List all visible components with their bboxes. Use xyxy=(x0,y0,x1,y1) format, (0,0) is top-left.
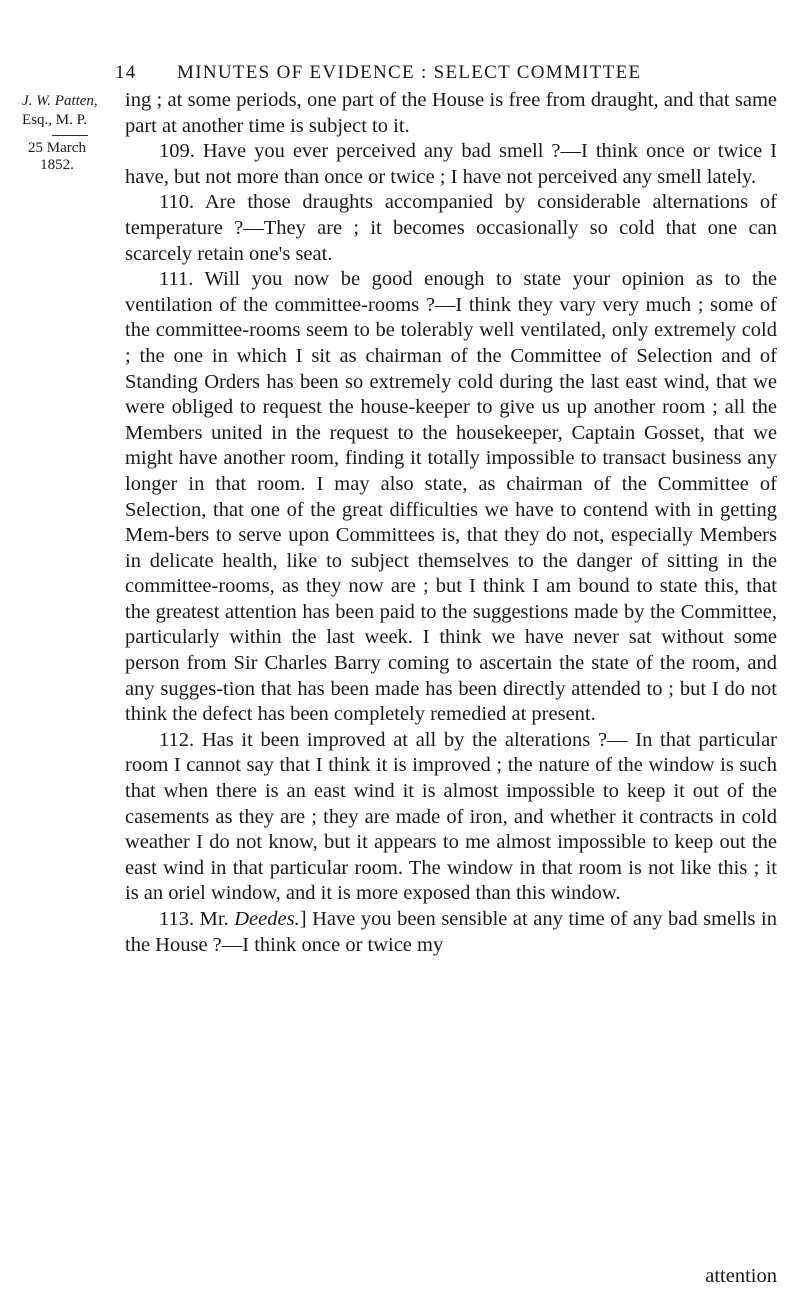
paragraph-text: ing ; at some periods, one part of the House is free from draught, and that same part at another time is subject to it. xyxy=(125,89,777,137)
question-paragraph xyxy=(125,190,777,267)
paragraph-text: Has it been improved at all by the alterations ?— In that particular room I cannot say that I think it is improved ; the nature of the window is such that when there is an east wind it is almost impossible to keep it out of the casements as they are ; they are made of iron, and whether it contracts in cold weather I do not know, but it appears to me almost impossible to keep out the east wind in that particular room. The window in that room is not like this ; it is an oriel window, and it is more exposed than this window. xyxy=(125,728,778,905)
paragraph-text: Will you now be good enough to state your opinion as to the ventilation of the committee-rooms ?—I think they vary very much ; some of the committee-rooms seem to be tolerably well ventilated, only extremely cold ; the one in which I sit as chairman of the Committee of Selection and of Standing Orders has been so extremely cold during the last east wind, that we were obliged to request the house-keeper to give us up another room ; all the Members united in the request to the housekeeper, Captain Gosset, that we might have another room, finding it totally impossible to transact business any longer in that room. I may also state, as chairman of the Committee of Selection, that one of the great difficulties we have to contend with in getting Mem-bers to serve upon Committees is, that they do not, especially Members in delicate health, like to subject themselves to the danger of sitting in the committee-rooms, as they now are ; but I think I am bound to state this, that the greatest attention has been paid to the suggestions made by the Committee, particularly within the last week. I think we have never sat without some person from Sir Charles Barry coming to ascertain the state of the room, and any sugges-tion that has been made has been directly attended to ; but I do not think the defect has been completely remedied at present. xyxy=(125,268,777,726)
question-paragraph xyxy=(125,728,777,907)
margin-date-day-month: 25 March xyxy=(28,140,86,156)
paragraph-text: Are those draughts accompanied by considerable alternations of temperature ?—They are ; it becomes occasionally so cold that one can scarcely retain one's seat. xyxy=(125,191,777,265)
margin-rule xyxy=(52,135,88,136)
margin-witness-title: Esq., M. P. xyxy=(22,112,88,128)
evidence-body xyxy=(125,88,777,958)
question-number: 111. xyxy=(159,268,194,291)
speaker-name: Mr. Deedes.] xyxy=(199,908,307,930)
margin-note xyxy=(22,92,120,174)
question-number: 113. xyxy=(159,908,195,930)
running-title: MINUTES OF EVIDENCE : SELECT COMMITTEE xyxy=(177,62,642,83)
question-number: 109. xyxy=(159,140,195,163)
question-paragraph xyxy=(125,139,777,190)
margin-date-year: 1852. xyxy=(40,157,74,173)
question-number: 110. xyxy=(159,191,195,214)
paragraph-continuation xyxy=(125,88,777,139)
running-head xyxy=(115,62,775,84)
question-paragraph xyxy=(125,907,777,958)
question-paragraph xyxy=(125,267,777,728)
question-number: 112. xyxy=(159,728,195,751)
paragraph-text: Have you been sensible at any time of any bad smells in the House ?—I think once or twice my xyxy=(125,908,778,956)
page-number: 14 xyxy=(115,62,137,83)
margin-witness-name: J. W. Patten, xyxy=(22,93,98,109)
catchword: attention xyxy=(705,1265,777,1287)
paragraph-text: Have you ever perceived any bad smell ?—I think once or twice I have, but not more than once or twice ; I have not perceived any smell lately. xyxy=(125,140,777,188)
